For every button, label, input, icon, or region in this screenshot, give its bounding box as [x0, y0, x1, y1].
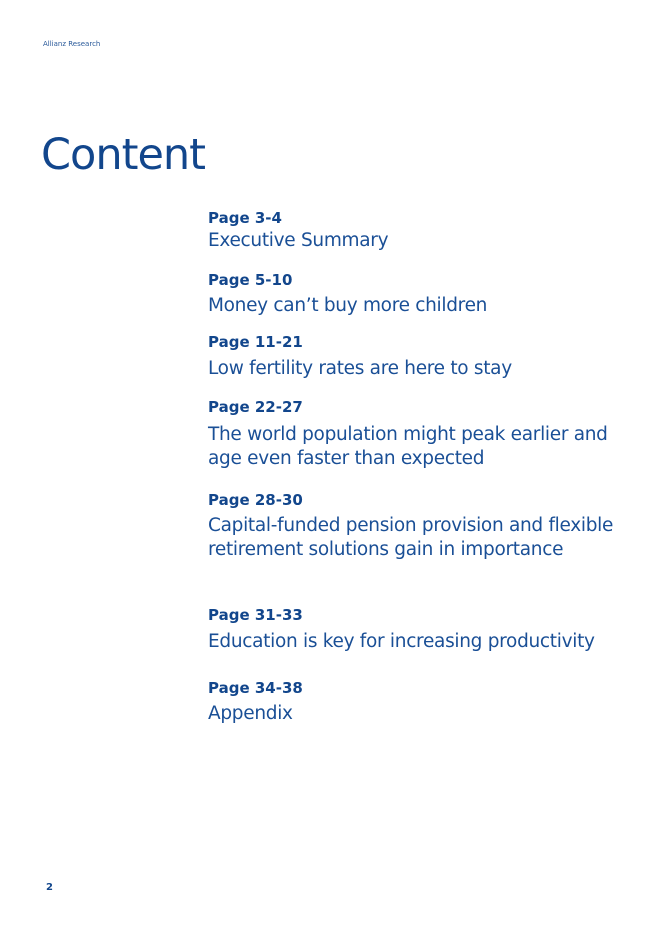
toc-section-title: Low fertility rates are here to stay [208, 358, 512, 379]
toc-section-title: Education is key for increasing productivity [208, 631, 595, 652]
toc-section-title: The world population might peak earlier and age even faster than expected [208, 424, 608, 469]
toc-section-title: Executive Summary [208, 230, 389, 251]
toc-page-range: Page 3-4 [208, 209, 282, 227]
header-brand: Allianz Research [43, 40, 101, 48]
toc-entry[interactable] [208, 271, 628, 318]
toc-entry[interactable] [208, 679, 628, 726]
toc-page-range: Page 34-38 [208, 679, 303, 697]
toc-page-range: Page 5-10 [208, 271, 293, 289]
toc-entry[interactable] [208, 398, 628, 470]
toc-section-title: Capital-funded pension provision and flexible retirement solutions gain in importance [208, 515, 614, 560]
toc-entry[interactable] [208, 606, 628, 654]
toc-page-range: Page 31-33 [208, 606, 303, 624]
toc-entry[interactable] [208, 491, 628, 561]
toc-page-range: Page 11-21 [208, 333, 303, 351]
toc-page-range: Page 28-30 [208, 491, 303, 509]
toc-entry[interactable] [208, 209, 628, 253]
toc-section-title: Appendix [208, 703, 293, 724]
toc-section-title: Money can’t buy more children [208, 295, 488, 316]
page-number: 2 [46, 882, 53, 893]
toc-entry[interactable] [208, 333, 628, 381]
toc-page-range: Page 22-27 [208, 398, 303, 416]
page-title: Content [41, 130, 206, 180]
